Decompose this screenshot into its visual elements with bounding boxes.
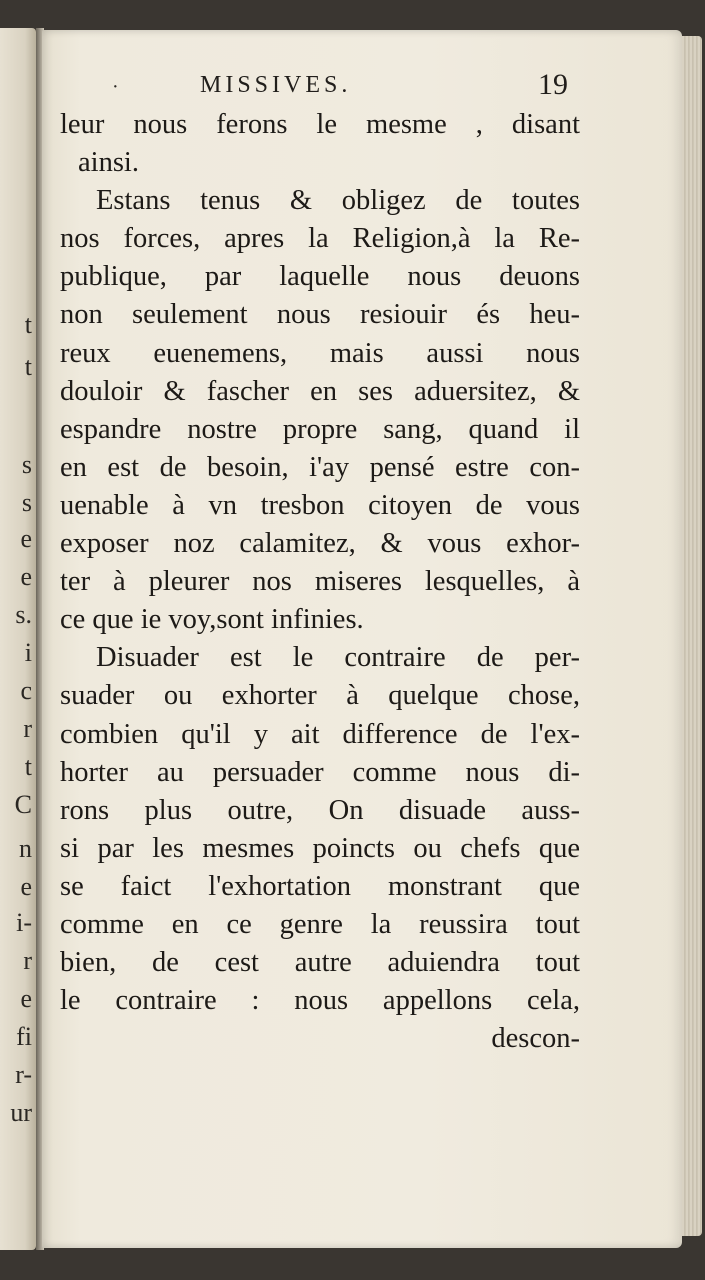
margin-char: s. — [15, 600, 32, 629]
text-line: nos forces, apres la Religion,à la Re- — [60, 223, 580, 255]
margin-char: s — [21, 450, 32, 479]
text-line: douloir & fascher en ses aduersitez, & — [60, 375, 580, 407]
text-line: publique, par laquelle nous deuons — [60, 261, 580, 293]
text-line: en est de besoin, i'ay pensé estre con- — [60, 451, 580, 483]
text-line: uenable à vn tresbon citoyen de vous — [60, 489, 580, 521]
text-line: rons plus outre, On disuade auss- — [60, 794, 580, 826]
text-line: combien qu'il y ait difference de l'ex- — [60, 718, 580, 750]
text-line: si par les mesmes poincts ou chefs que — [60, 832, 580, 864]
page-edges — [682, 36, 702, 1236]
text-line: Disuader est le contraire de per- — [96, 642, 580, 674]
header-ornament: · — [112, 76, 119, 98]
margin-char: C — [14, 790, 32, 819]
margin-char: fi — [16, 1022, 32, 1051]
catchword: descon- — [491, 1023, 580, 1055]
margin-char: e — [20, 524, 32, 553]
margin-char: s — [21, 488, 32, 517]
margin-char: n — [19, 834, 32, 863]
margin-char: e — [20, 562, 32, 591]
text-line: ter à pleurer nos miseres lesquelles, à — [60, 566, 580, 598]
text-line: comme en ce genre la reussira tout — [60, 908, 580, 940]
text-line: bien, de cest autre aduiendra tout — [60, 947, 580, 979]
margin-char: i — [24, 638, 32, 667]
running-title: MISSIVES. — [200, 72, 352, 98]
margin-char: r — [23, 714, 32, 743]
margin-char: e — [20, 872, 32, 901]
page-header — [42, 70, 682, 110]
left-page — [0, 28, 36, 1250]
margin-char: r- — [15, 1060, 32, 1089]
margin-char: e — [20, 984, 32, 1013]
text-line: espandre nostre propre sang, quand il — [60, 413, 580, 445]
margin-char: t — [24, 352, 32, 381]
margin-char: c — [20, 676, 32, 705]
margin-char: i- — [16, 908, 32, 937]
text-line: non seulement nous resiouir és heu- — [60, 299, 580, 331]
text-line: ce que ie voy,sont infinies. — [60, 604, 364, 636]
margin-char: ur — [10, 1098, 32, 1127]
text-line: leur nous ferons le mesme , disant — [60, 109, 580, 140]
margin-char: t — [24, 752, 32, 781]
text-line: suader ou exhorter à quelque chose, — [60, 680, 580, 712]
text-line: reux euenemens, mais aussi nous — [60, 337, 580, 369]
text-line: exposer noz calamitez, & vous exhor- — [60, 528, 580, 560]
text-line: le contraire : nous appellons cela, — [60, 985, 580, 1017]
page-number: 19 — [538, 68, 568, 101]
text-line: horter au persuader comme nous di- — [60, 756, 580, 788]
text-line: ainsi. — [78, 147, 139, 179]
text-line: Estans tenus & obligez de toutes — [96, 185, 580, 217]
text-line: se faict l'exhortation monstrant que — [60, 870, 580, 902]
body-text — [60, 106, 580, 1058]
margin-char: t — [24, 310, 32, 339]
margin-char: r — [23, 946, 32, 975]
